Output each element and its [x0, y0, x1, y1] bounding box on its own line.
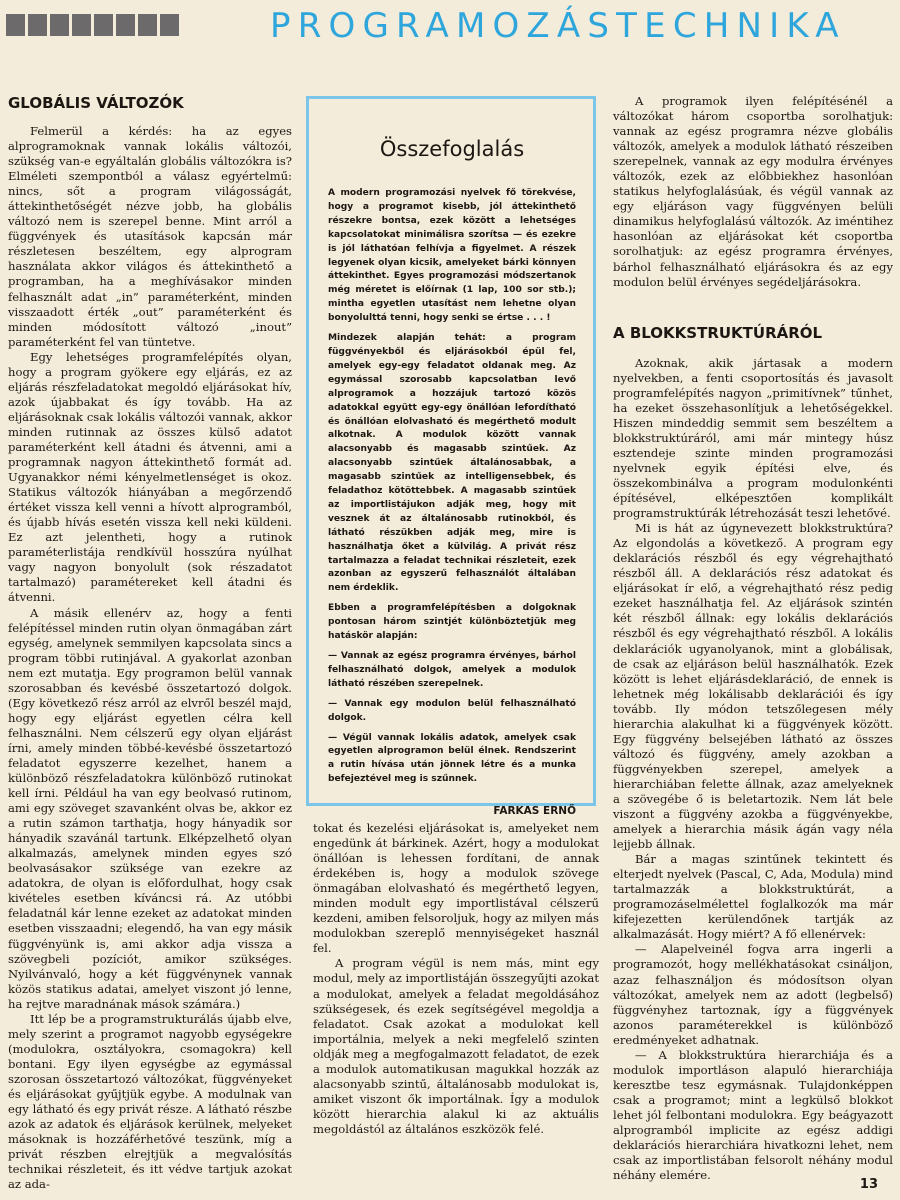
summary-box [306, 96, 596, 818]
paragraph: Itt lép be a programstrukturálás újabb elve, mely szerint a programot nagyobb egységekre (modulokra, osztályokra, csomagokra) kell bontani. Egy ilyen egységbe az egymással szorosan összetartozó változókat, függvényeket és eljárásokat gyűjtjük egybe. A modulnak van egy látható és egy privát része. A látható részbe azok az adatok és eljárások kerülnek, melyeket másoknak is hozzáférhetővé teszünk, míg a privát részben elrejtjük a megvalósítás technikai részleteit, és itt védve tartjuk azokat az ada- [8, 1011, 292, 1192]
summary-paragraph: A modern programozási nyelvek fő törekvése, hogy a programot kisebb, jól áttekinthető részekre bontsa, ezek között a lehetséges kapcsolatokat minimálisra szorítsa — és ezekre is jól láthatóan felhívja a figyelmet. A részek legyenek olyan kicsik, amelyeket bárki könnyen áttekinthet. Egyes programozási módszertanok még méretet is előírnak (1 lap, 100 sor stb.); mintha egyetlen utasítást nem lehetne olyan bonyolulttá tenni, hogy senki se értse . . . ! [328, 188, 576, 324]
paragraph: tokat és kezelési eljárásokat is, amelyeket nem engedünk át bárkinek. Azért, hogy a modulokat önállóan is lehessen fordítani, de annak érdekében is, hogy a modulok szövege önmagában elolvasható és megérthető legyen, minden modult egy importlistával célszerű kezdeni, amiben felsoroljuk, hogy az milyen más modulokban szereplő mennyiségeket használ fel. [313, 821, 599, 956]
author-signature: FARKAS ERNŐ [493, 805, 576, 818]
paragraph: Felmerül a kérdés: ha az egyes alprogramoknak vannak lokális változói, szükség van-e egyáltalán globális változókra is? Elméleti szempontból a válasz egyértelmű: nincs, sőt a program világosságát, áttekinthetőségét nézve jobb, ha globális változó nem is szerepel benne. Mint arról a függvények és utasítások kapcsán már részletesen beszéltem, egy alprogram használata akkor világos és áttekinthető a programban, ha a meghívásakor minden felhasznált adat „in” paraméterként, minden visszaadott érték „out” paraméterként és minden módosított változó „inout” paraméterként fel van tüntetve. [8, 124, 292, 349]
paragraph: A program végül is nem más, mint egy modul, mely az importlistáján összegyűjti azokat a modulokat, amelyek a feladat megoldásához szükségesek, és ezek segítségével megoldja a feladatot. Csak azokat a modulokat kell importálnia, melyek a neki megfelelő szinten oldják meg a megfogalmazott feladatot, de ezek a modulok automatikusan magukkal hozzák az alacsonyabb szintű, általánosabb modulokat is, amiket viszont ők importálnak. Így a modulok között hierarchia alakul ki az aktuális megoldástól az általános eszközök felé. [313, 956, 599, 1136]
right-column [613, 94, 893, 1183]
paragraph: Bár a magas szintűnek tekintett és elterjedt nyelvek (Pascal, C, Ada, Modula) mind tartalmazzák a blokkstruktúrát, a programozáselmélettel foglalkozók ma már kifejezetten kerülendőnek tartják az alkalmazását. Hogy miért? A fő ellenérvek: [613, 852, 893, 942]
page-number: 13 [859, 1177, 878, 1192]
paragraph: Egy lehetséges programfelépítés olyan, hogy a program gyökere egy eljárás, ez az eljárás részfeladatokat megoldó eljárásokat hív, azok újabbakat és így tovább. Ha az eljárásoknak csak lokális változói vannak, akkor minden rutinnak az összes külső adatot paraméterként kell átadni és átvenni, ami a programnak nagyon áttekinthető formát ad. Ugyanakkor némi kényelmetlenséget is okoz. Statikus változók hiányában a megőrzendő értéket vissza kell venni a hívott alprogramból, és újabb hívás esetén vissza kell neki küldeni. Ez azt jelentheti, hogy a rutinok paraméterlistája rendkívül hosszúra nyúlhat vagy nagyon bonyolult (sok részadatot tartalmazó) paramétereket kell átadni és átvenni. [8, 349, 292, 605]
paragraph: — Alapelveinél fogva arra ingerli a programozót, hogy mellékhatásokat csináljon, azaz felhasználjon és módosítson olyan változókat, amelyek nem az adott (legbelső) függvényhez tartoznak, így a függvények azonos paraméterekkel is különböző eredményeket adhatnak. [613, 942, 893, 1047]
summary-paragraph: — Vannak egy modulon belül felhasználható dolgok. [328, 698, 576, 723]
summary-title: Összefoglalás [379, 137, 525, 161]
summary-paragraph: — Végül vannak lokális adatok, amelyek csak egyetlen alprogramon belül élnek. Rendszerint a rutin hívása után jönnek létre és a munka befejeztével meg is szűnnek. [328, 732, 576, 785]
heading-globalis-valtozok: GLOBÁLIS VÁLTOZÓK [8, 94, 184, 112]
middle-column [313, 821, 599, 1137]
header-decoration-squares [6, 14, 179, 36]
summary-paragraph: Mindezek alapján tehát: a program függvényekből és eljárásokból épül fel, amelyek egy-egy feladatot oldanak meg. Az egymással szorosabb kapcsolatban levő alprogramok a hozzájuk tartozó közös adatokkal együtt egy-egy önállóan lefordítható és önállóan elolvasható és megérthető modult alkotnak. A modulok között vannak alacsonyabb és magasabb szintűek. Az alacsonyabb szintűek általánosabbak, a magasabb szintűek az intelligensebbek, és feladathoz kötöttebbek. A magasabb szintűek az importlistájukon adják meg, hogy mit vesznek át az általánosabb rutinokból, és látható részükben adják meg, mire is használhatja őket a külvilág. A privát rész tartalmazza a feladat technikai részleteit, ezek azonban az egyszerű felhasználót általában nem érdeklik. [328, 333, 576, 594]
summary-paragraph: Ebben a programfelépítésben a dolgoknak pontosan három szintjét különböztetjük meg hatáskör alapján: [328, 603, 576, 642]
section-banner-title: PROGRAMOZÁSTECHNIKA [270, 6, 846, 46]
left-column [8, 94, 292, 1192]
summary-paragraph: — Vannak az egész programra érvényes, bárhol felhasználható dolgok, amelyek a modulok látható részében szerepelnek. [328, 651, 576, 689]
paragraph: Mi is hát az úgynevezett blokkstruktúra? Az elgondolás a következő. A program egy deklarációs részből és egy végrehajtható részből áll. A deklarációs rész adatokat és eljárásokat ír elő, a végrehajtható rész pedig ezeket használhatja fel. Az eljárások szintén két részből állnak: egy lokális deklarációs részből és egy végrehajtható részből. A lokális deklarációk ugyanolyanok, mint a globálisak, de csak az eljáráson belül használhatók. Ezek között is lehet eljárásdeklaráció, de ennek is lehetnek még lokálisabb deklarációi és így tovább. Ily módon tetszőlegesen mély hierarchia alakulhat ki a függvények között. Egy függvény belsejében látható az összes változó és függvény, amely azokban a függvényekben szerepel, amelyek a hierarchiában felette állnak, azaz amelyeknek a szövegébe ő is beletartozik. Nem lát bele viszont a függvény azokba a függvényekbe, amelyek a hierarchia másik ágán vagy néla lejjebb állnak. [613, 521, 893, 852]
paragraph: — A blokkstruktúra hierarchiája és a modulok importláson alapuló hierarchiája keresztbe tesz egymásnak. Tulajdonképpen csak a programot; mint a legkülső blokkot lehet jól felbontani modulokra. Egy beágyazott alprogramból implicite az egész addigi deklarációs hierarchiára hivatkozni lehet, nem csak az importlistában felsorolt néhány modul néhány elemére. [613, 1047, 893, 1183]
paragraph: A másik ellenérv az, hogy a fenti felépítéssel minden rutin olyan önmagában zárt egység, amelynek semmilyen kapcsolata sincs a program többi rutinjával. A gyakorlat azonban nem ezt mutatja. Egy programon belül vannak szorosabban és kevésbé összetartozó dolgok. (Egy következő rész arról az elvről beszél majd, hogy egy eljárást egyetlen célra kell felhasználni. Nem célszerű egy olyan eljárást írni, amely minden többé-kevésbé összetartozó feladatot egyszerre kezelhet, hanem a különböző részfeladatokra különböző rutinokat kell írni. Például ha van egy beolvasó rutinom, ami egy szöveget szavanként olvas be, akkor ez a rutin számon tarthatja, hogy hányadik sor hányadik szavánál tartunk. Elképzelhető olyan alkalmazás, amelynek minden egyes szó beolvasásakor szüksége van ezekre az adatokra, de olyan is előfordulhat, hogy csak kivételes esetben kíváncsi rá. Az utóbbi feladatnál kár lenne ezeket az adatokat minden esetben visszaadni; elegendő, ha van egy másik függvényünk is, ami akkor adja vissza a szövegbeli pozíciót, amikor szükséges. Nyilvánvaló, hogy a két függvénynek vannak közös statikus adatai, amelyet viszont jó lenne, ha rejtve maradnának mások számára.) [8, 605, 292, 1011]
heading-blokkstrukturarol: A BLOKKSTRUKTÚRÁRÓL [613, 323, 823, 342]
paragraph: Azoknak, akik jártasak a modern nyelvekben, a fenti csoportosítás és javasolt programfelépítés nagyon „primitívnek” tűnhet, ha ezeket összehasonlítjuk a lehetőségekkel. Hiszen mindeddig semmit sem beszéltem a blokkstruktúráról, ami már mintegy húsz esztendeje szinte minden programozási nyelvnek egyik építési elve, és összekombinálva a program modulonkénti építésével, elképesztően komplikált programstruktúrák létrehozását teszi lehetővé. [613, 355, 893, 521]
paragraph: A programok ilyen felépítésénél a változókat három csoportba sorolhatjuk: vannak az egész programra nézve globális változók, amelyek a modulok látható részeiben szerepelnek, vannak az egy modulra érvényes változók, ezek az előbbiekhez hasonlóan statikus helyfoglalásúak, és végül vannak az egy eljáráson vagy függvényen belüli dinamikus helyfoglalású változók. Az iméntihez hasonlóan az eljárásokat két csoportba sorolhatjuk: az egész programra érvényes, bárhol felhasználható eljárásokra és az egy modulon belül érvényes segédeljárásokra. [613, 94, 893, 289]
